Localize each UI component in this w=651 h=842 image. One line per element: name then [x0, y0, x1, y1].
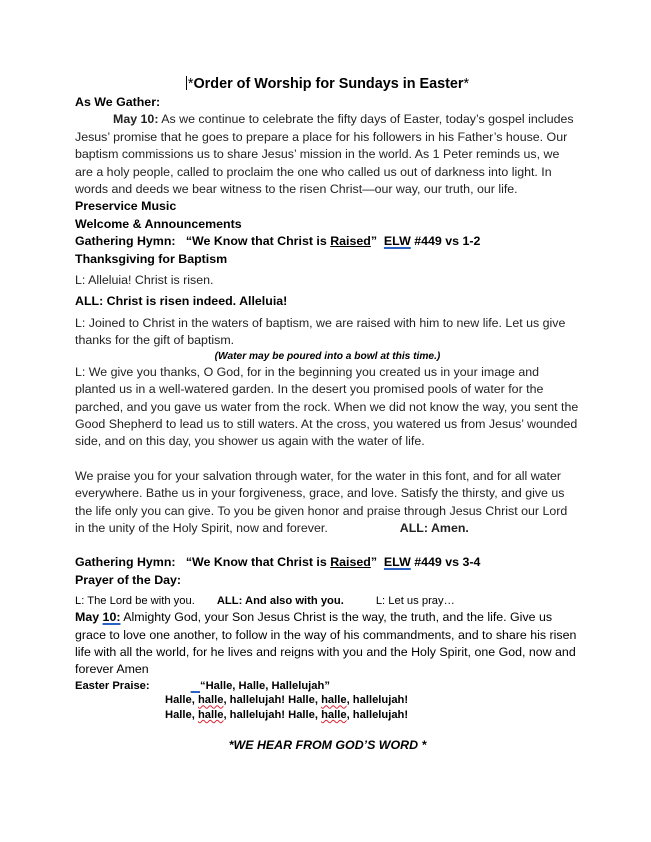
amen-response: ALL: Amen.	[399, 520, 469, 535]
section-footer: *WE HEAR FROM GOD’S WORD *	[228, 737, 427, 752]
prayer-paragraph: May 10: Almighty God, your Son Jesus Christ is the way, the truth, and the life. Give us grace to love one another, to follow in the way of his commandments, and to share his risen life with all the world, for he lives and reigns with you and the Holy Spirit, one God, now and forever Amen	[75, 610, 577, 677]
water-note: (Water may be poured into a bowl at this time.)	[214, 350, 441, 362]
prayer-heading: Prayer of the Day:	[75, 572, 182, 587]
welcome-announcements: Welcome & Announcements	[75, 216, 242, 231]
gathering-hymn-1: Gathering Hymn: “We Know that Christ is Raised” ELW #449 vs 1-2	[75, 234, 481, 249]
gather-paragraph: May 10: As we continue to celebrate the fifty days of Easter, today’s gospel includes Jesus’ promise that he goes to prepare a place for his followers in his Father’s house. Our baptism commissions us to share Jesus’ mission in the world. As 1 Peter reminds us, we are a holy people, called to proclaim the one who called us out of darkness into light. In words and deeds we bear witness to the risen Christ—our way, our truth, our life.	[75, 112, 574, 197]
page-title: *Order of Worship for Sundays in Easter*	[187, 76, 470, 92]
gather-heading: As We Gather:	[75, 95, 161, 109]
thanksgiving-heading: Thanksgiving for Baptism	[75, 251, 228, 266]
prayer-dialogue: L: The Lord be with you. ALL: And also with you. L: Let us pray…	[75, 595, 455, 608]
text-cursor	[186, 76, 187, 90]
praise-line-2: Halle, halle, hallelujah! Halle, halle, hallelujah!	[165, 708, 409, 721]
leader-line-3: L: We give you thanks, O God, for in the beginning you created us in your image and planted us in a well-watered garden. In the desert you promised pools of water for the parched, and you gave us water from the rock. When we did not know the way, you sent the Good Shepherd to lead us to still waters. At the cross, you watered us from Jesus’ wounded side, and on this day, you shower us again with the water of life.	[75, 364, 579, 449]
gathering-hymn-2: Gathering Hymn: “We Know that Christ is Raised” ELW #449 vs 3-4	[75, 555, 481, 570]
all-response-1: ALL: Christ is risen indeed. Alleluia!	[75, 294, 288, 309]
leader-line-1: L: Alleluia! Christ is risen.	[75, 273, 214, 288]
praise-line-1: Halle, halle, hallelujah! Halle, halle, hallelujah!	[165, 694, 409, 707]
easter-praise: Easter Praise: “Halle, Halle, Hallelujah” Halle, halle, hallelujah! Halle, halle, hallelujah! Halle, halle, hallelujah! Halle, halle, hallelujah!	[75, 679, 580, 723]
bulletin-page	[75, 74, 580, 754]
preservice-music: Preservice Music	[75, 199, 177, 214]
leader-line-2: L: Joined to Christ in the waters of baptism, we are raised with him to new life. Let us give thanks for the gift of baptism.	[75, 315, 566, 348]
leader-line-4: We praise you for your salvation through water, for the water in this font, and for all water everywhere. Bathe us in your forgiveness, grace, and love. Satisfy the thirsty, and give us the life only you can give. To you be given honor and praise through Jesus Christ our Lord in the unity of the Holy Spirit, now and forever. ALL: Amen.	[75, 468, 568, 535]
